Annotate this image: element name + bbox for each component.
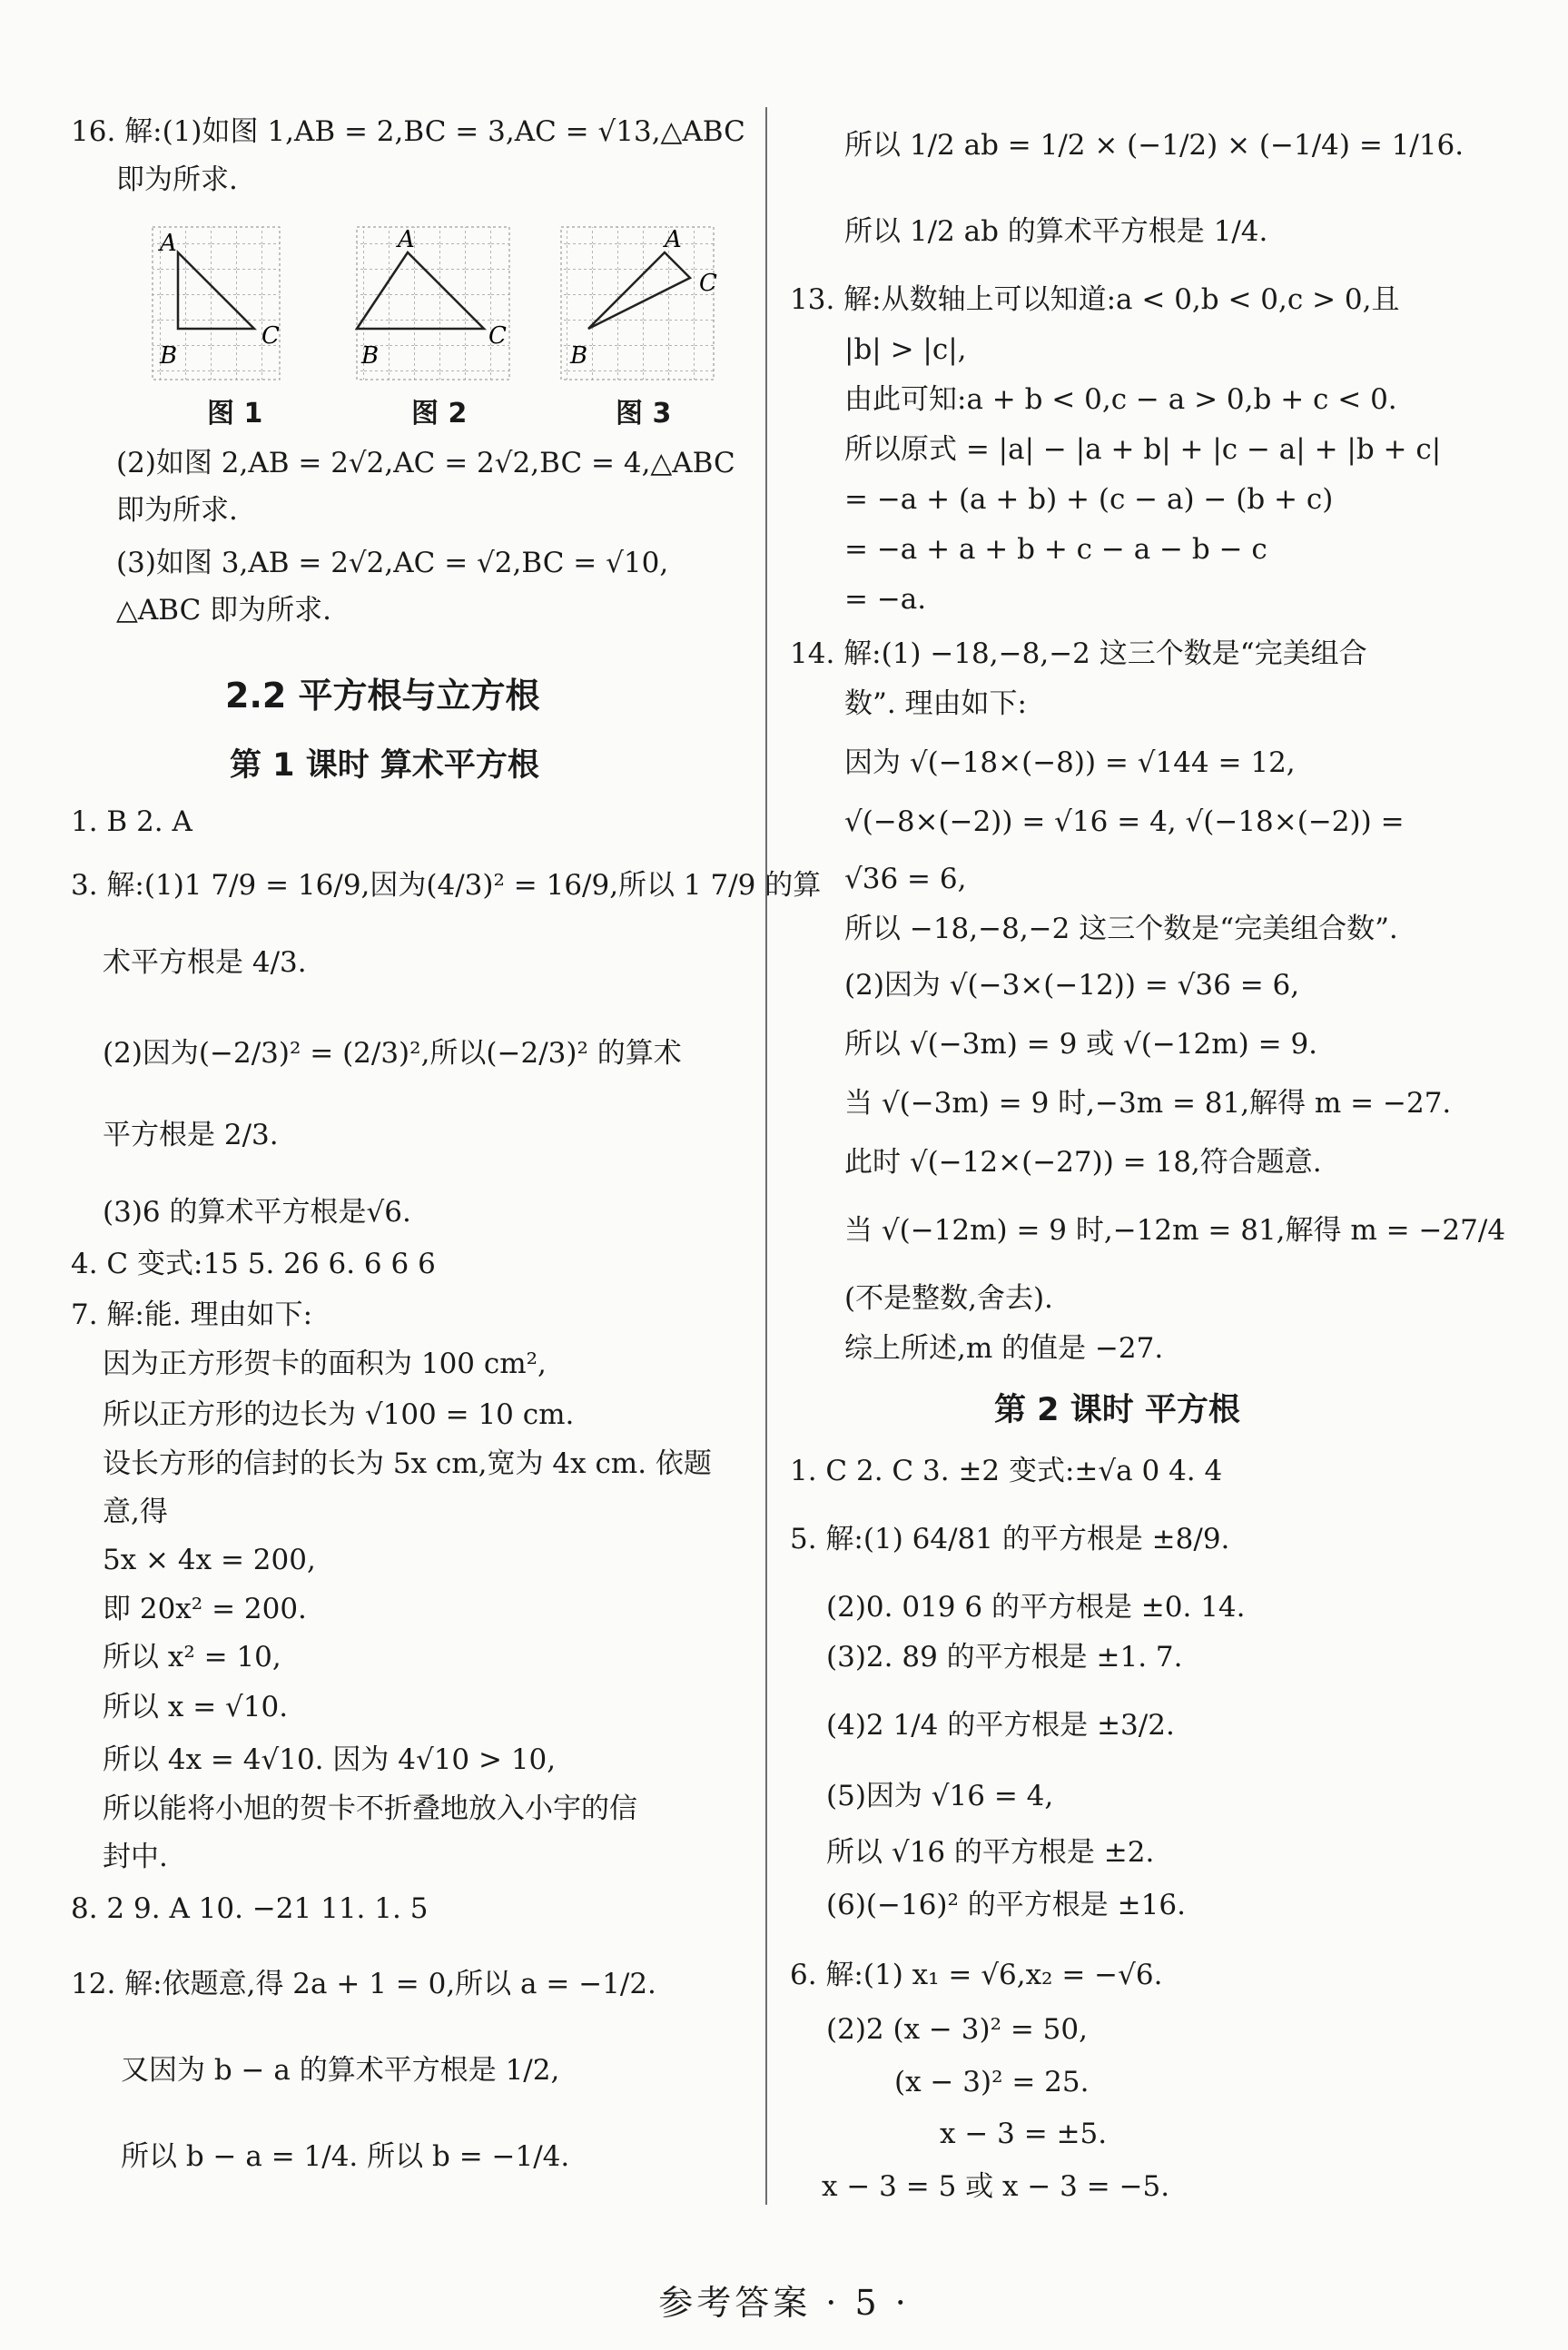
- lesson-1-title: 第 1 课时 算术平方根: [230, 747, 539, 784]
- label-a: A: [665, 226, 682, 253]
- text-line: 所以 −18,−8,−2 这三个数是“完美组合数”.: [844, 913, 1398, 945]
- problem-5-line: 5. 解:(1) 64/81 的平方根是 ±8/9.: [790, 1523, 1230, 1555]
- text-line: 所以 b − a = 1/4. 所以 b = −1/4.: [121, 2140, 570, 2173]
- text-line: (3)2. 89 的平方根是 ±1. 7.: [826, 1641, 1183, 1674]
- text-line: 即 20x² = 200.: [103, 1593, 307, 1625]
- text-line: (2)2 (x − 3)² = 50,: [826, 2013, 1088, 2046]
- text-line: 所以 √16 的平方根是 ±2.: [826, 1836, 1155, 1869]
- figure-caption-2: 图 2: [411, 398, 468, 430]
- page-footer: 参考答案 · 5 ·: [658, 2283, 910, 2323]
- text-line: = −a + a + b + c − a − b − c: [844, 533, 1267, 566]
- label-b: B: [570, 342, 588, 370]
- problem-6-line: 6. 解:(1) x₁ = √6,x₂ = −√6.: [790, 1959, 1163, 1991]
- text-line: = −a.: [844, 583, 927, 616]
- figure-caption-1: 图 1: [207, 398, 263, 430]
- text-line: x − 3 = ±5.: [940, 2118, 1108, 2150]
- label-c: C: [699, 270, 717, 297]
- text-line: 所以 √(−3m) = 9 或 √(−12m) = 9.: [844, 1028, 1318, 1061]
- problem-13-line: 13. 解:从数轴上可以知道:a < 0,b < 0,c > 0,且: [790, 283, 1400, 316]
- text-line: 所以 x = √10.: [103, 1691, 289, 1723]
- text-line: 数”. 理由如下:: [844, 687, 1027, 720]
- text-line: (不是整数,舍去).: [844, 1282, 1053, 1315]
- text-line: √(−8×(−2)) = √16 = 4, √(−18×(−2)) =: [844, 805, 1405, 838]
- text-line: 由此可知:a + b < 0,c − a > 0,b + c < 0.: [844, 383, 1397, 416]
- text-line: (6)(−16)² 的平方根是 ±16.: [826, 1889, 1186, 1921]
- text-line: 即为所求.: [116, 494, 238, 527]
- figure-2: [357, 226, 509, 380]
- text-line: 当 √(−12m) = 9 时,−12m = 81,解得 m = −27/4: [844, 1214, 1506, 1247]
- label-a: A: [160, 230, 177, 257]
- text-line: 所以 4x = 4√10. 因为 4√10 > 10,: [103, 1743, 557, 1776]
- text-line: (3)如图 3,AB = 2√2,AC = √2,BC = √10,: [116, 547, 669, 579]
- text-line: 所以正方形的边长为 √100 = 10 cm.: [103, 1398, 575, 1431]
- figure-1: [153, 227, 280, 380]
- text-line: 5x × 4x = 200,: [103, 1544, 316, 1576]
- answer-line: 1. C 2. C 3. ±2 变式:±√a 0 4. 4: [790, 1455, 1223, 1487]
- answer-line: 8. 2 9. A 10. −21 11. 1. 5: [71, 1892, 429, 1925]
- text-line: 当 √(−3m) = 9 时,−3m = 81,解得 m = −27.: [844, 1087, 1452, 1120]
- figure-3: [561, 226, 717, 380]
- triangle-figures: [134, 218, 752, 430]
- text-line: 此时 √(−12×(−27)) = 18,符合题意.: [844, 1146, 1322, 1179]
- text-line: √36 = 6,: [844, 863, 967, 895]
- label-c: C: [261, 322, 280, 350]
- text-line: 综上所述,m 的值是 −27.: [844, 1332, 1164, 1365]
- section-title: 2.2 平方根与立方根: [225, 676, 540, 716]
- lesson-2-title: 第 2 课时 平方根: [994, 1392, 1240, 1428]
- text-line: (2)0. 019 6 的平方根是 ±0. 14.: [826, 1591, 1246, 1624]
- figure-caption-3: 图 3: [616, 398, 672, 430]
- text-line: 平方根是 2/3.: [103, 1119, 279, 1151]
- text-line: (4)2 1/4 的平方根是 ±3/2.: [826, 1709, 1175, 1742]
- answer-line: 1. B 2. A: [71, 805, 192, 838]
- label-a: A: [398, 226, 415, 253]
- problem-12-line: 12. 解:依题意,得 2a + 1 = 0,所以 a = −1/2.: [71, 1968, 656, 2000]
- text-line: 因为 √(−18×(−8)) = √144 = 12,: [844, 746, 1296, 779]
- text-line: (2)因为 √(−3×(−12)) = √36 = 6,: [844, 969, 1300, 1002]
- problem-16-line: 16. 解:(1)如图 1,AB = 2,BC = 3,AC = √13,△ABC: [71, 115, 745, 148]
- text-line: 术平方根是 4/3.: [103, 946, 307, 979]
- text-line: △ABC 即为所求.: [116, 594, 332, 627]
- text-line: (x − 3)² = 25.: [894, 2066, 1090, 2098]
- label-c: C: [488, 322, 507, 350]
- text-line: 所以能将小旭的贺卡不折叠地放入小宇的信: [103, 1792, 637, 1825]
- text-line: |b| > |c|,: [844, 333, 967, 366]
- problem-3-line: 3. 解:(1)1 7/9 = 16/9,因为(4/3)² = 16/9,所以 1 7/9 的算: [71, 869, 822, 902]
- problem-7-line: 7. 解:能. 理由如下:: [71, 1298, 313, 1331]
- text-line: 因为正方形贺卡的面积为 100 cm²,: [103, 1348, 547, 1380]
- label-b: B: [160, 342, 178, 370]
- text-line: = −a + (a + b) + (c − a) − (b + c): [844, 483, 1334, 516]
- text-line: 所以 x² = 10,: [103, 1641, 281, 1674]
- text-line: 即为所求.: [116, 163, 238, 196]
- text-line: 所以 1/2 ab = 1/2 × (−1/2) × (−1/4) = 1/16.: [844, 129, 1464, 162]
- text-line: (5)因为 √16 = 4,: [826, 1780, 1054, 1812]
- answer-line: 4. C 变式:15 5. 26 6. 6 6 6: [71, 1248, 436, 1280]
- text-line: 所以原式 = |a| − |a + b| + |c − a| + |b + c|: [844, 433, 1442, 466]
- column-divider: [765, 107, 767, 2205]
- text-line: 意,得: [103, 1496, 168, 1528]
- label-b: B: [361, 342, 380, 370]
- text-line: x − 3 = 5 或 x − 3 = −5.: [822, 2170, 1170, 2203]
- text-line: (2)如图 2,AB = 2√2,AC = 2√2,BC = 4,△ABC: [116, 447, 735, 479]
- text-line: (3)6 的算术平方根是√6.: [103, 1196, 411, 1229]
- text-line: 设长方形的信封的长为 5x cm,宽为 4x cm. 依题: [103, 1447, 712, 1480]
- text-line: 封中.: [103, 1841, 168, 1873]
- problem-14-line: 14. 解:(1) −18,−8,−2 这三个数是“完美组合: [790, 637, 1367, 670]
- text-line: 又因为 b − a 的算术平方根是 1/2,: [121, 2054, 560, 2087]
- text-line: 所以 1/2 ab 的算术平方根是 1/4.: [844, 215, 1268, 248]
- text-line: (2)因为(−2/3)² = (2/3)²,所以(−2/3)² 的算术: [103, 1037, 682, 1070]
